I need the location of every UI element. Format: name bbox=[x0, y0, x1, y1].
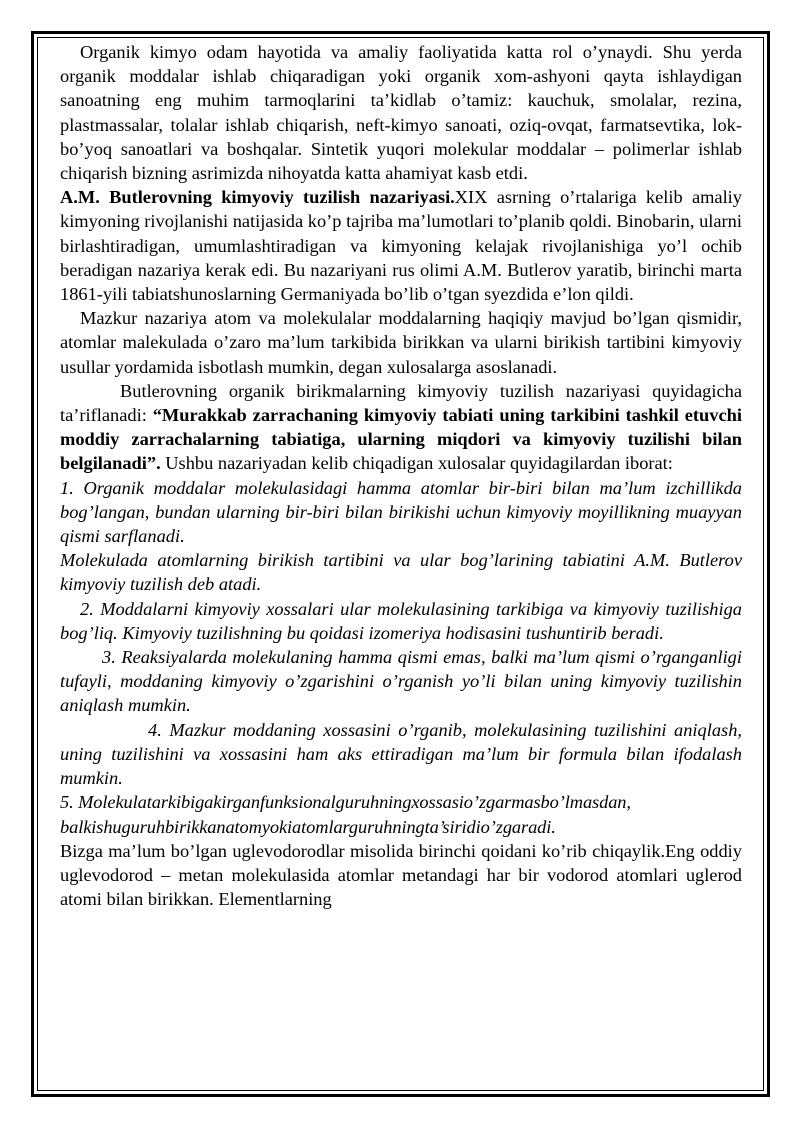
list-item-3: 3. Reaksiyalarda molekulaning hamma qismi emas, balki ma’lum qismi o’rganganligi tufayli, moddaning kimyoviy o’zgarishini o’rganish yo’li bilan uning kimyoviy tuzilishin aniqlash mumkin. bbox=[60, 647, 742, 716]
butlerov-theory-paragraph bbox=[60, 185, 742, 306]
list-item-1: 1. Organik moddalar molekulasidagi hamma atomlar bir-biri bilan ma’lum izchillikda bog’langan, bundan ularning bir-biri bilan birikishi uchun kimyoviy moyillikning muayyan qismi sarflanadi. bbox=[60, 477, 742, 547]
closing-paragraph: Bizga ma’lum bo’lgan uglevodorodlar misolida birinchi qoidani ko’rib chiqaylik.Eng oddiy uglevodorod – metan molekulasida atomlar metandagi har bir vodorod atomlari uglerod atomi bilan birikkan. Elementlarning bbox=[60, 840, 742, 910]
section-text: XIX asrning o’rtalariga kelib amaliy kimyoning rivojlanishi natijasida ko’p tajriba ma’lumotlari to’planib qoldi. Binobarin, ularni birlashtiradigan, umumlashtiradigan va kimyoning kelajak rivojlanishiga yo’l ochib beradigan nazariya kerak edi. Bu nazariyani rus olimi A.M. Butlerov yaratib, birinchi marta 1861-yili tabiatshunoslarning Germaniyada bo’lib o’tgan syezdida e’lon qildi. bbox=[60, 187, 742, 305]
list-item-5: 5. Molekulatarkibigakirganfunksionalguruhningxossasio’zgarmasbo’lmasdan, balkishuguruhbirikkanatomyokiatomlarguruhningta’siridio’zgaradi. bbox=[60, 792, 631, 837]
list-item-2: 2. Moddalarni kimyoviy xossalari ular molekulasining tarkibiga va kimyoviy tuzilishiga bog’liq. Kimyoviy tuzilishning bu qoidasi izomeriya hodisasini tushuntirib beradi. bbox=[60, 598, 742, 643]
definition-intro: Butlerovning organik birikmalarning kimyoviy tuzilish nazariyasi quyidagicha ta’riflanadi: bbox=[60, 380, 742, 426]
definition-outro: Ushbu nazariyadan kelib chiqadigan xulosalar quyidagilardan iborat: bbox=[160, 453, 673, 474]
list-item-1-note: Molekulada atomlarning birikish tartibini va ular bog’larining tabiatini A.M. Butlerov kimyoviy tuzilish deb atadi. bbox=[60, 550, 742, 595]
section-heading: A.M. Butlerovning kimyoviy tuzilish nazariyasi. bbox=[60, 187, 455, 208]
document-body bbox=[60, 40, 742, 911]
theory-basis-paragraph: Mazkur nazariya atom va molekulalar moddalarning haqiqiy mavjud bo’lgan qismidir, atomlar malekulada o’zaro ma’lum tarkibida birikkan va ularni birikish tartibini kimyoviy usullar yordamida isbotlash mumkin, degan xulosalarga asoslanadi. bbox=[60, 308, 742, 377]
definition-quote: “Murakkab zarrachaning kimyoviy tabiati uning tarkibini tashkil etuvchi moddiy zarrachalarning tabiatiga, ularning miqdori va kimyoviy tuzilishi bilan belgilanadi”. bbox=[60, 405, 742, 474]
theory-definition-paragraph bbox=[60, 379, 742, 476]
list-item-4: 4. Mazkur moddaning xossasini o’rganib, molekulasining tuzilishini aniqlash, uning tuzilishini va xossasini ham aks ettiradigan ma’lum bir formula bilan ifodalash mumkin. bbox=[60, 719, 742, 789]
intro-paragraph: Organik kimyo odam hayotida va amaliy faoliyatida katta rol o’ynaydi. Shu yerda organik moddalar ishlab chiqaradigan yoki organik xom-ashyoni qayta ishlaydigan sanoatning eng muhim tarmoqlarini ta’kidlab o’tamiz: kauchuk, smolalar, rezina, plastmassalar, tolalar ishlab chiqarish, neft-kimyo sanoati, oziq-ovqat, farmatsevtika, lok-bo’yoq sanoatlari va boshqalar. Sintetik yuqori molekular moddalar – polimerlar ishlab chiqarish bizning asrimizda nihoyatda katta ahamiyat kasb etdi. bbox=[60, 42, 742, 184]
